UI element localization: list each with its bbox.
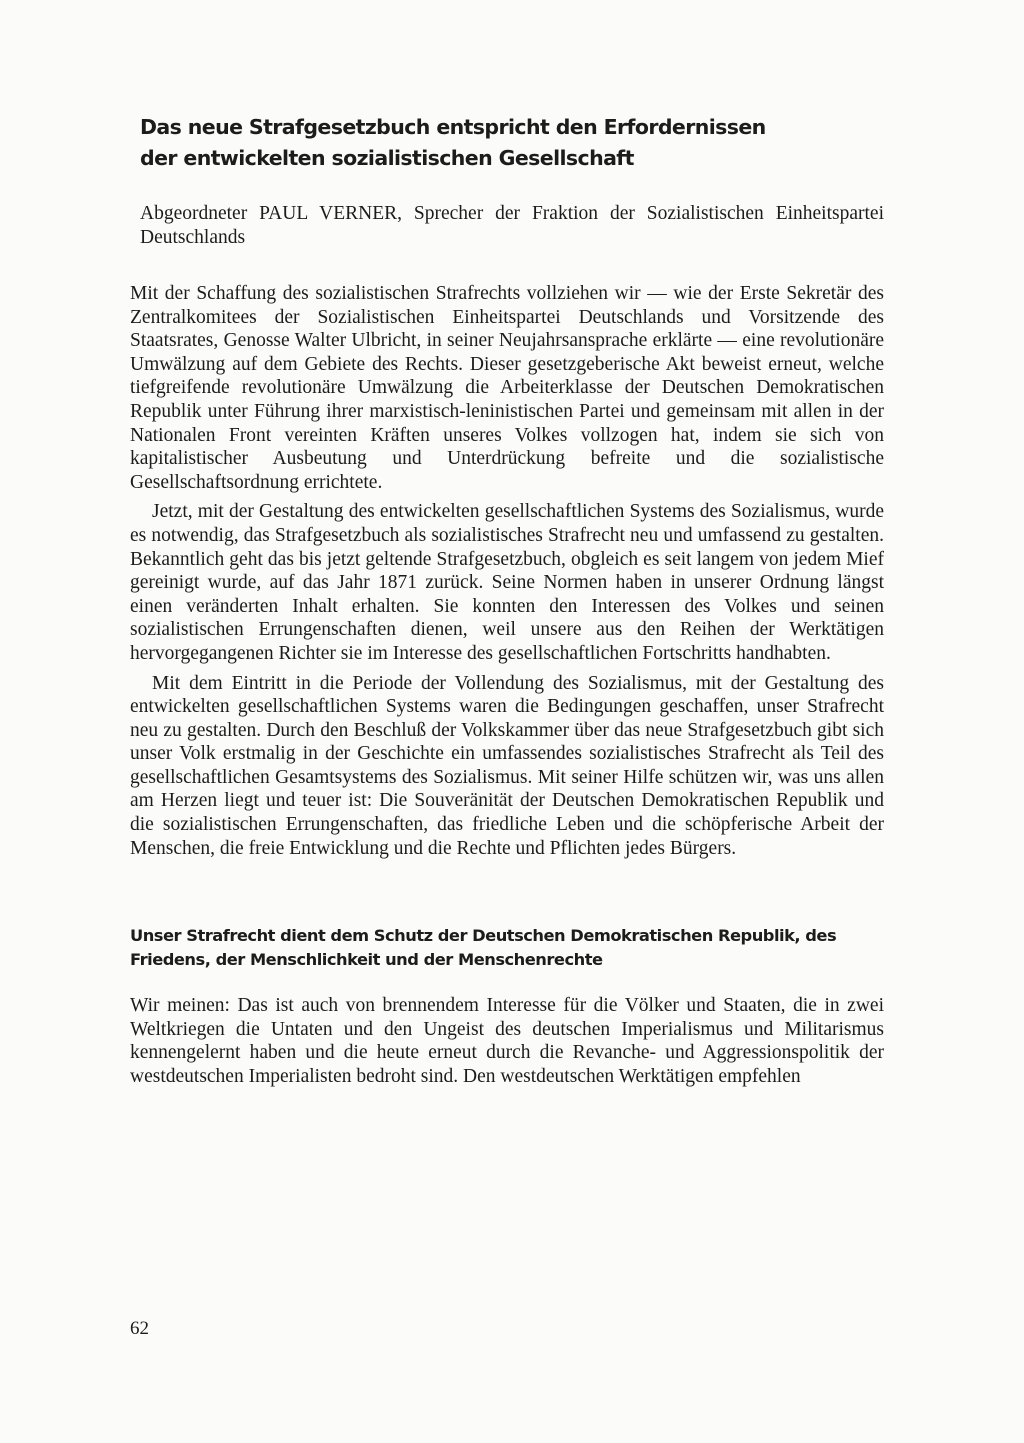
section-subheading: [130, 924, 884, 972]
page-number: 62: [130, 1318, 149, 1339]
section-subheading-line-1: Unser Strafrecht dient dem Schutz der Deutschen Demokratischen Republik, des: [130, 926, 837, 946]
body-paragraph-3: Mit dem Eintritt in die Periode der Vollendung des Sozialismus, mit der Gestaltung des entwickelten gesellschaftlichen Systems waren die Bedingungen geschaffen, unser Strafrecht neu zu gestalten. Durch den Beschluß der Volkskammer über das neue Strafgesetzbuch gibt sich unser Volk erstmalig in der Geschichte ein umfassendes sozialistisches Strafrecht als Teil des gesellschaftlichen Gesamtsystems des Sozialismus. Mit seiner Hilfe schützen wir, was uns allen am Herzen liegt und teuer ist: Die Souveränität der Deutschen Demokratischen Republik und die sozialistischen Errungenschaften, das friedliche Leben und die schöpferische Arbeit der Menschen, die freie Entwicklung und die Rechte und Pflichten jedes Bürgers.: [130, 672, 884, 859]
document-page: [130, 112, 884, 1089]
body-paragraph-1: Mit der Schaffung des sozialistischen Strafrechts vollziehen wir — wie der Erste Sekretär des Zentralkomitees der Sozialistischen Einheitspartei Deutschlands und Vorsitzende des Staatsrates, Genosse Walter Ulbricht, in seiner Neujahrsansprache erklärte — eine revolutionäre Umwälzung auf dem Gebiete des Rechts. Dieser gesetzgeberische Akt beweist erneut, welche tiefgreifende revolutionäre Umwälzung die Arbeiterklasse der Deutschen Demokratischen Republik unter Führung ihrer marxistisch-leninistischen Partei und gemeinsam mit allen in der Nationalen Front vereinten Kräften unseres Volkes vollzogen hat, indem sie sich von kapitalistischer Ausbeutung und Unterdrückung befreite und die sozialistische Gesellschaftsordnung errichtete.: [130, 283, 884, 493]
section-subheading-line-2: Friedens, der Menschlichkeit und der Menschenrechte: [130, 950, 603, 970]
body-paragraph-2: Jetzt, mit der Gestaltung des entwickelten gesellschaftlichen Systems des Sozialismus, wurde es notwendig, das Strafgesetzbuch als sozialistisches Strafrecht neu und umfassend zu gestalten. Bekanntlich geht das bis jetzt geltende Strafgesetzbuch, obgleich es seit langem von jedem Mief gereinigt wurde, auf das Jahr 1871 zurück. Seine Normen haben in unserer Ordnung längst einen veränderten Inhalt erhalten. Sie konnten den Interessen des Volkes und seinen sozialistischen Errungenschaften dienen, weil unsere aus den Reihen der Werktätigen hervorgegangenen Richter sie im Interesse des gesellschaftlichen Fortschritts handhabten.: [130, 501, 884, 664]
article-byline: Abgeordneter PAUL VERNER, Sprecher der Fraktion der Sozialistischen Einheitspartei Deutschlands: [140, 203, 884, 248]
body-paragraph-4: Wir meinen: Das ist auch von brennendem Interesse für die Völker und Staaten, die in zwei Weltkriegen die Untaten und den Ungeist des deutschen Imperialismus und Militarismus kennengelernt haben und die heute erneut durch die Revanche- und Aggressionspolitik der westdeutschen Imperialisten bedroht sind. Den westdeutschen Werktätigen empfehlen: [130, 995, 884, 1088]
article-title-line-1: Das neue Strafgesetzbuch entspricht den Erfordernissen: [140, 115, 766, 139]
article-title-line-2: der entwickelten sozialistischen Gesellschaft: [140, 146, 634, 170]
article-title: [140, 112, 884, 174]
